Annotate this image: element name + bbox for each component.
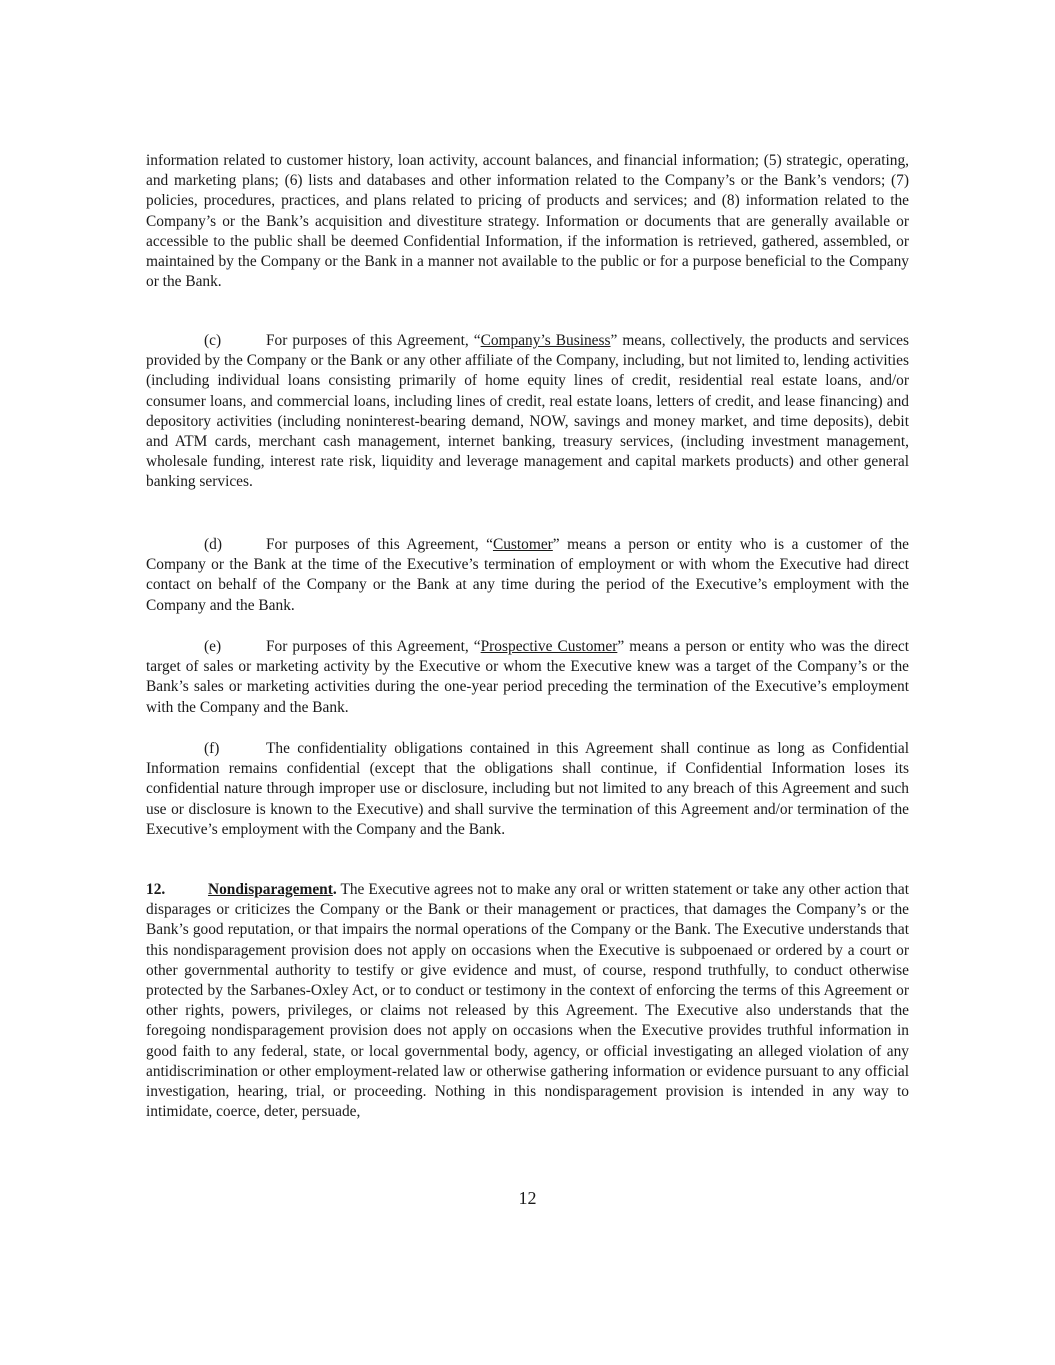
paragraph-c <box>146 331 909 493</box>
paragraph-e <box>146 637 909 718</box>
paragraph-d <box>146 535 909 616</box>
paragraph-text-post: ” means, collectively, the products and services provided by the Company or the Bank or any other affiliate of the Company, including, but not limited to, lending activities (including individual loans consisting primarily of home equity lines of credit, residential real estate loans, and/or consumer loans, and commercial loans, including lines of credit, real estate loans, letters of credit, and lease financing) and depository activities (including noninterest-bearing demand, NOW, savings and money market, and time deposits), debit and ATM cards, merchant cash management, internet banking, treasury services, (including investment management, wholesale funding, interest rate risk, liquidity and leverage management and capital markets products) and other general banking services. <box>146 332 910 491</box>
paragraph-label: (c) <box>204 332 222 349</box>
defined-term: Company’s Business <box>480 332 611 349</box>
paragraph-label: (e) <box>204 638 222 655</box>
paragraph-text-pre: For purposes of this Agreement, “ <box>266 536 493 553</box>
defined-term: Customer <box>492 536 553 553</box>
paragraph-text: information related to customer history, loan activity, account balances, and financial information; (5) strategic, operating, and marketing plans; (6) lists and databases and other information related to the Company’s or the Bank’s vendors; (7) policies, procedures, practices, and plans related to pricing of products and services; and (8) information related to the Company’s or the Bank’s acquisition and divestiture strategy. Information or documents that are generally available or accessible to the public shall be deemed Confidential Information, if the information is retrieved, gathered, assembled, or maintained by the Company or the Bank in a manner not available to the public or for a purpose beneficial to the Company or the Bank. <box>146 152 909 291</box>
section-heading-period: . <box>332 881 337 898</box>
paragraph-text: The confidentiality obligations contained in this Agreement shall continue as long as Confidential Information remains confidential (except that the obligations shall continue, if Confidential Information loses its confidential nature through improper use or disclosure, including but not limited to any breach of this Agreement and such use or disclosure is known to the Executive) and shall survive the termination of this Agreement and/or termination of the Executive’s employment with the Company and the Bank. <box>146 740 909 838</box>
paragraph-text-post: ” means a person or entity who was the direct target of sales or marketing activity by the Executive or whom the Executive knew was a target of the Company’s or the Bank’s sales or marketing activities during the one-year period preceding the termination of the Executive’s employment with the Company and the Bank. <box>146 638 909 716</box>
section-heading: Nondisparagement <box>208 881 333 898</box>
paragraph-label: (d) <box>204 536 222 553</box>
paragraph-f <box>146 739 909 840</box>
section-12 <box>146 880 909 1122</box>
paragraph-text-pre: For purposes of this Agreement, “ <box>266 332 481 349</box>
section-number: 12. <box>146 881 166 898</box>
page-number: 12 <box>518 1188 537 1208</box>
section-text: The Executive agrees not to make any oral or written statement or take any other action that disparages or criticizes the Company or the Bank or their management or practices, that damages the Company’s or the Bank’s good reputation, or that impairs the normal operations of the Company or the Bank. The Executive understands that this nondisparagement provision does not apply on occasions when the Executive is subpoenaed or ordered by a court or other governmental authority to testify or give evidence and must, of course, respond truthfully, to conduct otherwise protected by the Sarbanes-Oxley Act, or to conduct or testimony in the context of enforcing the terms of this Agreement or other rights, powers, privileges, or claims not released by this Agreement. The Executive also understands that the foregoing nondisparagement provision does not apply on occasions when the Executive provides truthful information in good faith to any federal, state, or local governmental body, agency, or official investigating an alleged violation of any antidiscrimination or other employment-related law or otherwise gathering information or evidence pursuant to any official investigation, hearing, trial, or proceeding. Nothing in this nondisparagement provision is intended in any way to intimidate, coerce, deter, persuade, <box>146 881 909 1121</box>
paragraph-continuation <box>146 151 909 292</box>
paragraph-text-post: ” means a person or entity who is a customer of the Company or the Bank at the time of the Executive’s termination of employment or with whom the Executive had direct contact on behalf of the Company or the Bank at any time during the period of the Executive’s employment with the Company and the Bank. <box>146 536 909 614</box>
defined-term: Prospective Customer <box>480 638 618 655</box>
paragraph-text-pre: For purposes of this Agreement, “ <box>266 638 481 655</box>
paragraph-label: (f) <box>204 740 220 757</box>
